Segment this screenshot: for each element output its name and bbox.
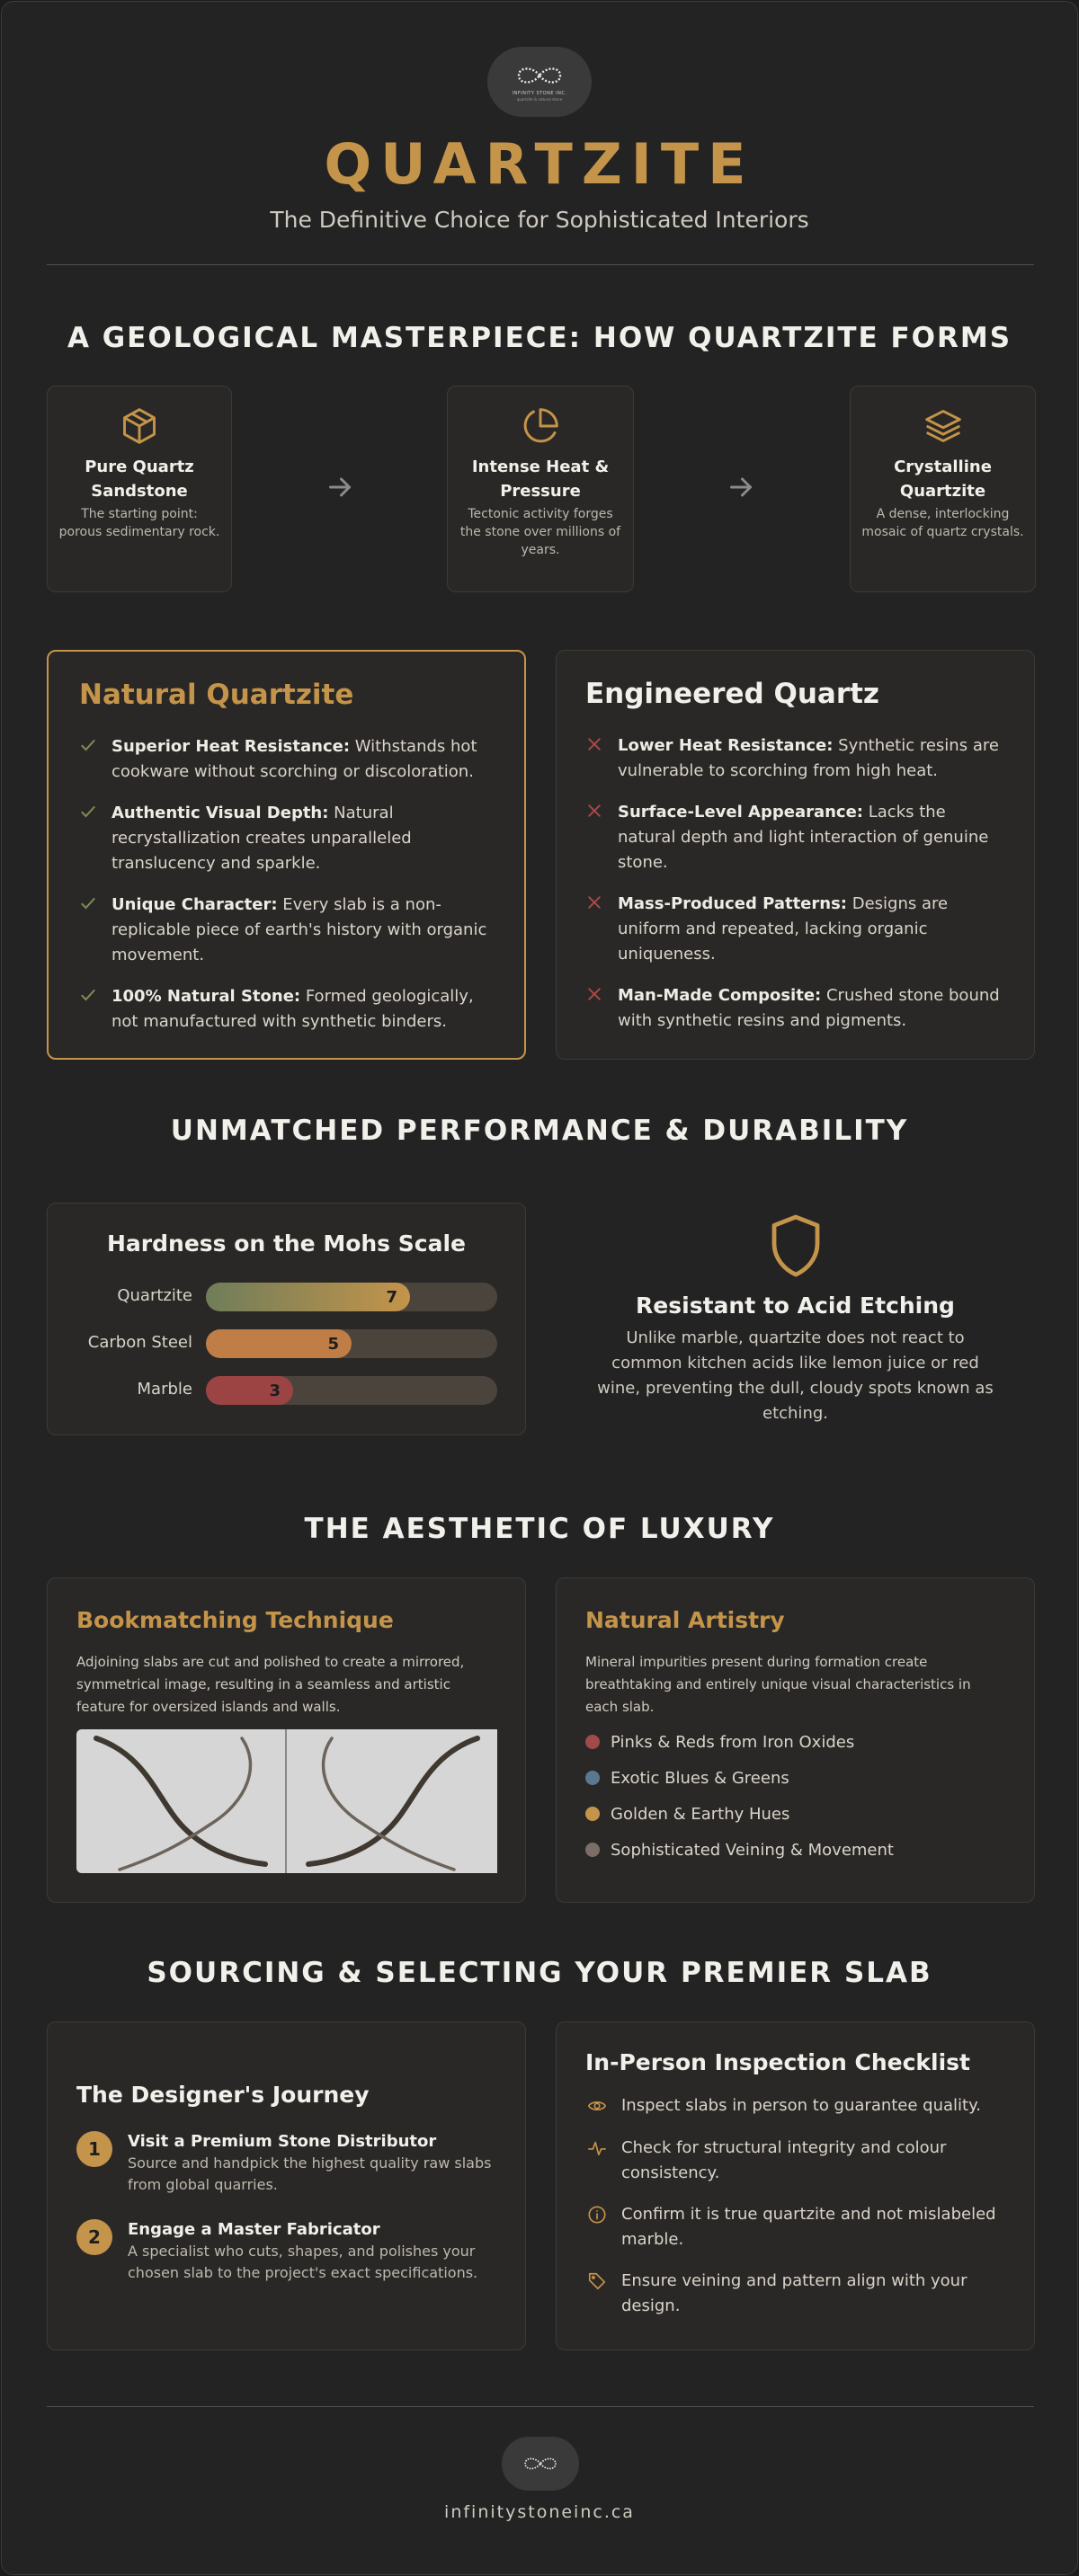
list-item — [585, 1729, 1005, 1754]
natural-quartzite-card — [47, 650, 526, 1060]
mohs-chart-card — [47, 1203, 526, 1435]
item-bold: Lower Heat Resistance: — [618, 736, 834, 755]
logo-text: INFINITY STONE INC. — [512, 91, 567, 96]
checklist-text: Check for structural integrity and colour consistency. — [621, 2138, 947, 2182]
item-text: Lacks the natural depth and light interaction of genuine stone. — [618, 803, 989, 872]
step-desc: A dense, interlocking mosaic of quartz crystals. — [861, 507, 1024, 539]
formation-step-1 — [47, 386, 232, 592]
pie-chart-icon — [521, 406, 560, 446]
item-bold: Man-Made Composite: — [618, 986, 822, 1005]
x-icon — [585, 985, 603, 1003]
bookmatch-image — [76, 1729, 497, 1873]
arrow-right-icon — [725, 471, 757, 503]
arrow-right-icon — [324, 471, 356, 503]
color-swatch-dot — [585, 1843, 600, 1857]
bar — [206, 1329, 352, 1358]
bookmatching-desc: Adjoining slabs are cut and polished to create a mirrored, symmetrical image, resulting in a seamless and artistic feature for oversized islands and walls. — [76, 1654, 465, 1715]
layers-icon — [923, 406, 963, 446]
acid-title: Resistant to Acid Etching — [636, 1292, 955, 1319]
info-icon — [585, 2205, 609, 2225]
page — [1, 1, 1078, 2575]
bar-track — [206, 1376, 497, 1405]
bar-value-label: 3 — [269, 1381, 281, 1400]
pulse-icon — [585, 2138, 609, 2158]
x-icon — [585, 893, 603, 911]
natural-artistry-card — [556, 1577, 1035, 1903]
formation-heading: A GEOLOGICAL MASTERPIECE: HOW QUARTZITE FORMS — [67, 322, 1012, 354]
acid-etching-panel — [556, 1203, 1035, 1435]
list-item — [79, 984, 494, 1035]
step-title: Crystalline Quartzite — [894, 457, 992, 501]
footer-website-link[interactable]: infinitystoneinc.ca — [444, 2502, 635, 2522]
bar-row — [48, 1329, 525, 1360]
bookmatch-slab-illustration — [76, 1729, 497, 1873]
journey-step-desc: Source and handpick the highest quality raw slabs from global quarries. — [128, 2154, 492, 2193]
bar-label: Quartzite — [117, 1286, 192, 1305]
mohs-title: Hardness on the Mohs Scale — [107, 1230, 466, 1257]
artistry-title: Natural Artistry — [585, 1607, 785, 1633]
item-bold: 100% Natural Stone: — [111, 987, 301, 1006]
header-logo[interactable] — [487, 47, 592, 117]
tag-icon — [585, 2271, 609, 2291]
item-text: Designs are uniform and repeated, lacking organic uniqueness. — [618, 894, 949, 964]
step-desc: Tectonic activity forges the stone over millions of years. — [459, 507, 621, 557]
sourcing-heading: SOURCING & SELECTING YOUR PREMIER SLAB — [147, 1957, 932, 1989]
item-text: Formed geologically, not manufactured with synthetic binders. — [111, 987, 474, 1031]
list-item — [585, 983, 1003, 1034]
formation-step-2 — [447, 386, 634, 592]
acid-desc: Unlike marble, quartzite does not react to common kitchen acids like lemon juice or red wine, preventing the dull, cloudy spots known as etching. — [597, 1328, 994, 1423]
step-title: Intense Heat & Pressure — [471, 457, 610, 501]
bar-track — [206, 1283, 497, 1311]
step-desc: The starting point: porous sedimentary rock. — [58, 507, 220, 539]
engineered-quartz-card — [556, 650, 1035, 1060]
step-number-badge: 2 — [76, 2219, 112, 2255]
item-bold: Authentic Visual Depth: — [111, 804, 329, 822]
inspection-checklist-card — [556, 2021, 1035, 2350]
bookmatching-title: Bookmatching Technique — [76, 1607, 394, 1633]
natural-title: Natural Quartzite — [79, 679, 354, 711]
check-icon — [79, 736, 97, 754]
journey-step-2 — [76, 2219, 496, 2284]
bar-row — [48, 1283, 525, 1313]
journey-step-title: Visit a Premium Stone Distributor — [128, 2132, 437, 2151]
logo-tagline: quartzite & natural stone — [516, 97, 563, 102]
step-number-badge: 1 — [76, 2131, 112, 2167]
page-title: QUARTZITE — [324, 131, 755, 197]
checklist-title: In-Person Inspection Checklist — [585, 2049, 971, 2075]
divider — [47, 264, 1034, 265]
bar-label: Marble — [137, 1380, 192, 1399]
item-text: Every slab is a non-replicable piece of earth's history with organic movement. — [111, 895, 487, 964]
color-swatch-dot — [585, 1735, 600, 1749]
list-item — [585, 1801, 1005, 1826]
bar-track — [206, 1329, 497, 1358]
color-swatch-dot — [585, 1807, 600, 1821]
aesthetic-heading: THE AESTHETIC OF LUXURY — [304, 1513, 775, 1545]
bar-value-label: 5 — [327, 1335, 339, 1354]
checklist-item — [585, 2136, 1005, 2186]
designers-journey-card — [47, 2021, 526, 2350]
bar-label: Carbon Steel — [87, 1333, 192, 1352]
engineered-title: Engineered Quartz — [585, 678, 879, 710]
natural-list — [79, 734, 494, 1035]
swatch-label: Exotic Blues & Greens — [611, 1768, 789, 1788]
check-icon — [79, 803, 97, 821]
swatch-label: Sophisticated Veining & Movement — [611, 1840, 894, 1860]
list-item — [79, 734, 494, 785]
bar-row — [48, 1376, 525, 1407]
divider — [47, 2406, 1034, 2407]
infinity-logo-icon — [517, 2454, 564, 2474]
shield-icon — [767, 1212, 825, 1280]
item-bold: Surface-Level Appearance: — [618, 803, 864, 822]
performance-heading: UNMATCHED PERFORMANCE & DURABILITY — [170, 1115, 909, 1147]
list-item — [585, 1765, 1005, 1790]
journey-step-1 — [76, 2131, 496, 2196]
item-text: Crushed stone bound with synthetic resins and pigments. — [618, 986, 1000, 1030]
list-item — [585, 1837, 1005, 1862]
color-swatch-dot — [585, 1771, 600, 1785]
footer-logo[interactable] — [502, 2437, 579, 2491]
bar — [206, 1376, 293, 1405]
swatch-label: Golden & Earthy Hues — [611, 1804, 790, 1824]
cube-icon — [120, 406, 159, 446]
item-bold: Mass-Produced Patterns: — [618, 894, 847, 913]
item-bold: Superior Heat Resistance: — [111, 737, 351, 756]
journey-title: The Designer's Journey — [76, 2082, 370, 2108]
check-icon — [79, 986, 97, 1004]
checklist-text: Inspect slabs in person to guarantee quality. — [621, 2096, 981, 2115]
item-text: Natural recrystallization creates unparalleled translucency and sparkle. — [111, 804, 412, 873]
list-item — [585, 733, 1003, 784]
infinity-logo-icon — [508, 62, 571, 89]
swatch-label: Pinks & Reds from Iron Oxides — [611, 1732, 855, 1752]
checklist-item — [585, 2269, 1005, 2319]
bar-value-label: 7 — [386, 1288, 397, 1307]
bookmatching-card — [47, 1577, 526, 1903]
eye-icon — [585, 2096, 609, 2116]
x-icon — [585, 802, 603, 820]
list-item — [585, 800, 1003, 875]
journey-step-title: Engage a Master Fabricator — [128, 2220, 380, 2239]
list-item — [79, 801, 494, 876]
check-icon — [79, 894, 97, 912]
item-bold: Unique Character: — [111, 895, 278, 914]
engineered-list — [585, 733, 1003, 1034]
artistry-desc: Mineral impurities present during formation create breathtaking and entirely unique visual characteristics in each slab. — [585, 1654, 971, 1715]
page-subtitle: The Definitive Choice for Sophisticated Interiors — [270, 207, 809, 233]
x-icon — [585, 735, 603, 753]
swatch-list — [585, 1729, 1005, 1862]
checklist-text: Ensure veining and pattern align with your design. — [621, 2271, 968, 2315]
journey-step-desc: A specialist who cuts, shapes, and polishes your chosen slab to the project's exact specifications. — [128, 2243, 478, 2281]
list-item — [79, 893, 494, 968]
bar — [206, 1283, 410, 1311]
formation-step-3 — [850, 386, 1036, 592]
item-text: Withstands hot cookware without scorching or discoloration. — [111, 737, 477, 781]
checklist-item — [585, 2093, 1005, 2119]
list-item — [585, 892, 1003, 967]
item-text: Synthetic resins are vulnerable to scorching from high heat. — [618, 736, 999, 780]
step-title: Pure Quartz Sandstone — [85, 457, 194, 501]
checklist-item — [585, 2202, 1005, 2252]
checklist-text: Confirm it is true quartzite and not mislabeled marble. — [621, 2205, 996, 2249]
